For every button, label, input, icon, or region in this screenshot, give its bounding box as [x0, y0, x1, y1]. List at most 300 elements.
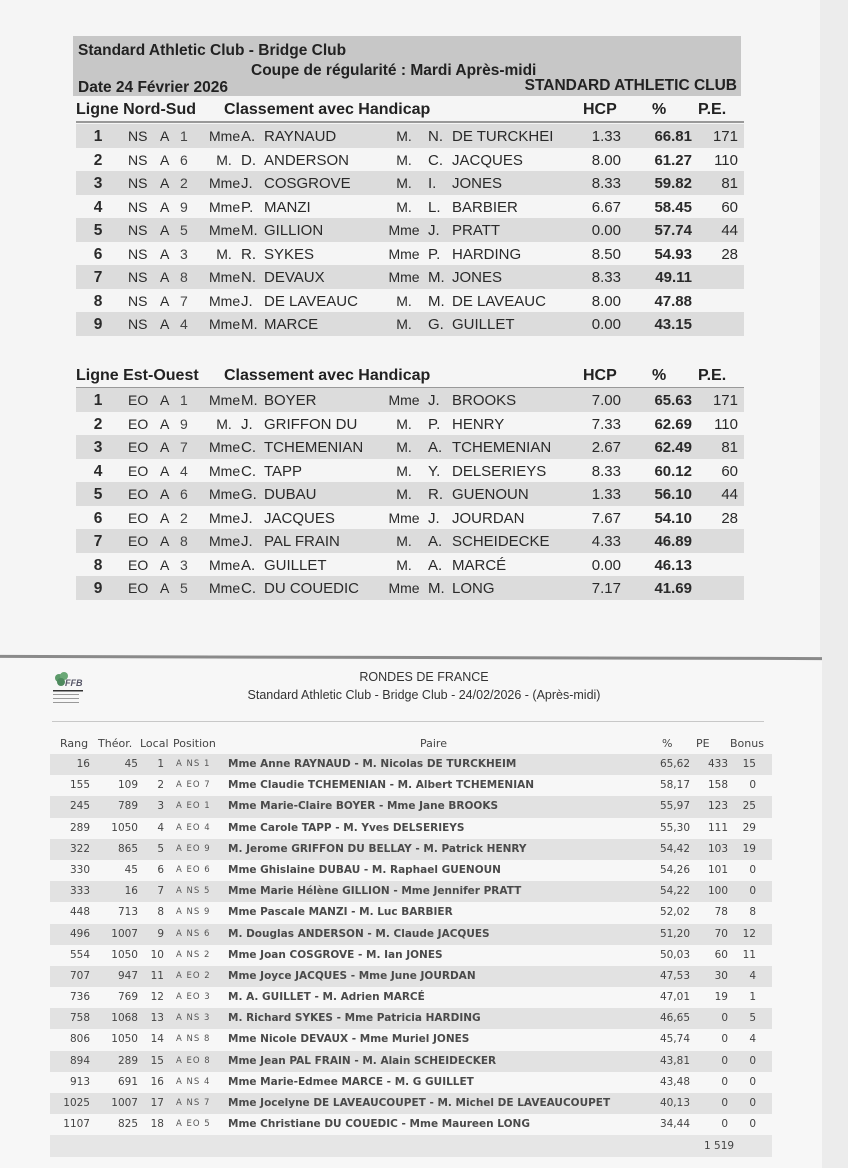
bonus: 0	[749, 863, 756, 876]
table-section: A	[160, 580, 170, 596]
player2-name: JONES	[452, 269, 503, 286]
line: NS	[128, 222, 148, 238]
percentage: 54.10	[654, 509, 692, 527]
handicap: 1.33	[591, 486, 621, 503]
player2-title: Mme	[388, 269, 420, 285]
player2-title: M.	[396, 486, 412, 502]
player2-initial: M.	[428, 580, 445, 597]
player2-title: M.	[396, 316, 412, 332]
player1-initial: A.	[241, 556, 256, 574]
result-row	[76, 218, 744, 242]
result-row	[76, 124, 744, 148]
percentage: 66.81	[654, 128, 692, 145]
pe-points: 433	[707, 758, 728, 770]
theor: 825	[117, 1118, 138, 1131]
table-section: A	[160, 198, 170, 215]
local-rank: 9	[157, 927, 164, 940]
percentage: 50,03	[659, 948, 690, 961]
pair-number: 7	[180, 292, 188, 309]
player1-title: Mme	[209, 486, 241, 502]
player1-name: GRIFFON DU	[264, 415, 358, 433]
position: A EO 8	[176, 1055, 211, 1066]
player1-title: M.	[216, 415, 232, 432]
position: A EO 7	[176, 780, 211, 791]
player1-initial: P.	[241, 198, 254, 216]
rondes-row	[50, 902, 772, 923]
club-name-upper: STANDARD ATHLETIC CLUB	[524, 77, 737, 94]
player2-name: HENRY	[452, 415, 505, 433]
player2-initial: C.	[428, 151, 443, 169]
local-rank: 18	[150, 1118, 164, 1131]
pe-points: 28	[721, 509, 738, 527]
rondes-title: RONDES DE FRANCE	[359, 670, 489, 684]
player1-initial: N.	[241, 269, 256, 286]
rondes-row	[50, 1072, 772, 1093]
player2-name: HARDING	[452, 245, 522, 263]
pair-names: Mme Joyce JACQUES - Mme June JOURDAN	[228, 969, 476, 982]
position: A EO 6	[176, 864, 211, 875]
player2-title: M.	[396, 533, 412, 549]
rondes-row	[50, 839, 772, 860]
rang: 806	[69, 1033, 90, 1046]
position: A EO 1	[176, 801, 211, 812]
handicap: 7.67	[591, 509, 621, 527]
line: EO	[128, 533, 149, 549]
player2-initial: P.	[428, 415, 441, 433]
line: NS	[128, 151, 148, 168]
result-row	[76, 412, 744, 436]
player1-initial: J.	[241, 509, 253, 527]
ns-col-hcp: HCP	[583, 101, 617, 118]
player2-initial: A.	[428, 439, 443, 456]
pair-names: Mme Christiane DU COUEDIC - Mme Maureen LONG	[228, 1118, 530, 1131]
player1-name: GUILLET	[264, 556, 327, 574]
pe-points: 60	[714, 948, 728, 961]
percentage: 45,74	[659, 1033, 690, 1046]
rang: 448	[69, 906, 90, 919]
player2-initial: N.	[428, 128, 443, 145]
position: A EO 3	[176, 992, 211, 1003]
pair-names: Mme Pascale MANZI - M. Luc BARBIER	[228, 906, 453, 919]
pair-names: M. Richard SYKES - Mme Patricia HARDING	[228, 1012, 481, 1025]
pe-points: 44	[721, 486, 738, 503]
handicap: 8.00	[591, 292, 621, 310]
result-row	[76, 312, 744, 336]
player2-name: JACQUES	[452, 151, 523, 169]
rang: 155	[69, 779, 90, 792]
line: EO	[128, 509, 149, 526]
bonus: 0	[749, 1054, 756, 1067]
position: A EO 2	[176, 970, 211, 981]
handicap: 2.67	[591, 439, 621, 456]
rang: 289	[69, 821, 90, 834]
theor: 16	[124, 885, 138, 898]
position: A NS 5	[176, 886, 211, 897]
player2-initial: Y.	[428, 462, 441, 480]
player2-title: Mme	[388, 392, 420, 408]
theor: 713	[117, 906, 138, 919]
rondes-row	[50, 1051, 772, 1072]
player1-title: Mme	[209, 292, 241, 309]
pe-points: 110	[714, 415, 738, 433]
result-row	[76, 506, 744, 530]
table-section: A	[160, 316, 170, 332]
bonus: 0	[749, 779, 756, 792]
pair-names: M. Jerome GRIFFON DU BELLAY - M. Patrick HENRY	[228, 842, 527, 855]
line: EO	[128, 462, 149, 479]
percentage: 59.82	[654, 175, 692, 192]
local-rank: 2	[157, 779, 164, 792]
player2-initial: I.	[428, 175, 437, 192]
theor: 691	[117, 1075, 138, 1088]
player2-title: M.	[396, 198, 412, 215]
theor: 45	[124, 758, 138, 770]
player1-initial: G.	[241, 486, 257, 503]
player1-title: Mme	[209, 175, 241, 191]
ns-col-pct: %	[652, 101, 667, 118]
table-section: A	[160, 439, 170, 455]
ns-subtitle: Classement avec Handicap	[224, 101, 431, 118]
local-rank: 10	[150, 948, 164, 961]
ns-title: Ligne Nord-Sud	[76, 101, 196, 118]
rank: 3	[93, 439, 103, 456]
player2-title: Mme	[388, 222, 420, 238]
rondes-row	[50, 924, 772, 945]
pe-points: 19	[714, 991, 728, 1004]
player1-title: Mme	[209, 509, 241, 526]
percentage: 34,44	[659, 1118, 690, 1131]
rondes-row	[50, 860, 772, 881]
percentage: 52,02	[659, 906, 690, 919]
local-rank: 5	[157, 842, 164, 855]
local-rank: 6	[157, 863, 164, 876]
player1-name: DUBAU	[264, 486, 317, 503]
pe-points: 100	[707, 885, 728, 898]
pair-names: Mme Ghislaine DUBAU - M. Raphael GUENOUN	[228, 863, 501, 876]
eo-col-pct: %	[652, 367, 667, 384]
table-section: A	[160, 392, 170, 408]
result-row	[76, 265, 744, 289]
pe-points: 0	[721, 1075, 728, 1088]
player1-name: TCHEMENIAN	[264, 439, 364, 456]
pe-points: 0	[721, 1097, 728, 1109]
table-section: A	[160, 509, 170, 526]
player1-initial: C.	[241, 439, 256, 456]
pe-points: 60	[721, 198, 738, 216]
pe-points: 171	[712, 392, 738, 409]
position: A NS 8	[176, 1034, 211, 1045]
pe-points: 110	[714, 151, 738, 169]
pe-points: 44	[721, 222, 738, 239]
local-rank: 16	[150, 1075, 164, 1088]
player1-initial: J.	[241, 533, 253, 550]
table-section: A	[160, 222, 170, 238]
player2-title: M.	[396, 439, 412, 455]
player1-title: Mme	[209, 392, 241, 408]
pair-names: Mme Jean PAL FRAIN - M. Alain SCHEIDECKER	[228, 1054, 497, 1067]
pair-number: 3	[180, 556, 188, 573]
player1-title: Mme	[209, 269, 241, 285]
line: NS	[128, 269, 148, 285]
percentage: 55,97	[659, 800, 690, 813]
player2-title: M.	[396, 128, 412, 144]
rank: 2	[93, 415, 103, 433]
eo-title: Ligne Est-Ouest	[76, 367, 199, 384]
table-section: A	[160, 486, 170, 502]
scan-edge	[820, 0, 848, 1168]
bonus: 0	[749, 1097, 756, 1109]
player1-initial: R.	[241, 245, 256, 263]
player1-title: Mme	[209, 533, 241, 549]
pe-points: 0	[721, 1118, 728, 1131]
player1-name: COSGROVE	[264, 175, 351, 192]
player1-name: GILLION	[264, 222, 324, 239]
player2-name: SCHEIDECKE	[452, 533, 550, 550]
pe-points: 171	[712, 128, 738, 145]
player2-initial: J.	[428, 509, 440, 527]
pair-number: 2	[180, 175, 188, 191]
handicap: 7.33	[591, 415, 621, 433]
pair-names: Mme Anne RAYNAUD - M. Nicolas DE TURCKHEIM	[228, 758, 517, 770]
player1-name: DU COUEDIC	[264, 580, 360, 597]
player1-title: M.	[216, 151, 232, 168]
table-section: A	[160, 269, 170, 285]
table-section: A	[160, 533, 170, 549]
result-row	[76, 242, 744, 266]
percentage: 49.11	[655, 269, 692, 286]
result-row	[76, 435, 744, 459]
rank: 6	[93, 245, 103, 263]
rondes-results-table	[50, 754, 772, 1157]
player1-initial: M.	[241, 222, 258, 239]
line: NS	[128, 316, 148, 332]
rank: 8	[93, 292, 103, 310]
player2-initial: J.	[428, 392, 440, 409]
player1-name: SYKES	[264, 245, 315, 263]
pair-number: 8	[180, 269, 188, 285]
table-section: A	[160, 556, 170, 573]
rondes-total-row	[50, 1135, 772, 1157]
player1-name: MARCE	[264, 316, 319, 333]
result-row	[76, 171, 744, 195]
bonus: 12	[742, 927, 756, 940]
local-rank: 1	[157, 758, 164, 770]
bonus: 11	[742, 948, 756, 961]
percentage: 54,42	[659, 842, 690, 855]
theor: 109	[117, 779, 138, 792]
pair-number: 6	[180, 151, 188, 168]
pair-names: Mme Marie Hélène GILLION - Mme Jennifer PRATT	[228, 885, 522, 898]
result-row	[76, 459, 744, 483]
pe-points: 28	[721, 245, 738, 263]
rondes-row	[50, 1008, 772, 1029]
handicap: 8.00	[591, 151, 621, 169]
theor: 769	[117, 991, 138, 1004]
handicap: 8.33	[591, 175, 621, 192]
local-rank: 8	[157, 906, 164, 919]
player1-title: Mme	[209, 198, 241, 215]
player1-initial: C.	[241, 580, 256, 597]
col-local: Local	[140, 737, 169, 750]
player2-initial: A.	[428, 533, 443, 550]
rank: 4	[93, 198, 103, 216]
player1-initial: A.	[241, 128, 256, 145]
rang: 245	[69, 800, 90, 813]
rang: 554	[69, 948, 90, 961]
result-row	[76, 482, 744, 506]
bonus: 29	[742, 821, 756, 834]
pe-points: 123	[707, 800, 728, 813]
handicap: 7.17	[591, 580, 621, 597]
player1-title: M.	[216, 245, 232, 262]
percentage: 51,20	[659, 927, 690, 940]
rank: 1	[93, 392, 103, 409]
rank: 2	[93, 151, 103, 169]
pe-points: 81	[721, 439, 738, 456]
rank: 7	[93, 269, 103, 286]
local-rank: 13	[150, 1012, 164, 1025]
player2-initial: A.	[428, 556, 443, 574]
local-rank: 4	[157, 821, 164, 834]
theor: 1068	[111, 1012, 138, 1025]
rondes-row	[50, 1029, 772, 1050]
rank: 5	[93, 486, 103, 503]
table-section: A	[160, 462, 170, 479]
handicap: 6.67	[591, 198, 621, 216]
percentage: 62.69	[654, 415, 692, 433]
pair-names: Mme Marie-Edmee MARCE - M. G GUILLET	[228, 1075, 474, 1088]
player2-initial: L.	[428, 198, 441, 216]
result-row	[76, 576, 744, 600]
line: EO	[128, 486, 149, 502]
player1-name: RAYNAUD	[264, 128, 337, 145]
competition-title: Coupe de régularité : Mardi Après-midi	[251, 62, 537, 79]
player1-title: Mme	[209, 128, 241, 144]
table-section: A	[160, 245, 170, 262]
percentage: 46.89	[654, 533, 692, 550]
rang: 330	[69, 863, 90, 876]
percentage: 54,22	[659, 885, 690, 898]
player2-name: PRATT	[452, 222, 501, 239]
position: A EO 9	[176, 843, 211, 854]
pe-points: 158	[707, 779, 728, 792]
col-paire: Paire	[420, 737, 447, 750]
ns-section-header	[76, 99, 744, 121]
rang: 758	[69, 1012, 90, 1025]
rank: 5	[93, 222, 103, 239]
bonus: 0	[749, 1075, 756, 1088]
player2-name: LONG	[452, 580, 495, 597]
col-theor: Théor.	[98, 737, 133, 750]
player2-initial: M.	[428, 269, 445, 286]
pe-points: 103	[707, 842, 728, 855]
theor: 289	[117, 1054, 138, 1067]
result-row	[76, 195, 744, 219]
player2-title: Mme	[388, 245, 420, 262]
player2-title: Mme	[388, 580, 420, 596]
pair-names: M. Douglas ANDERSON - M. Claude JACQUES	[228, 927, 490, 940]
theor: 1050	[111, 1033, 138, 1046]
line: NS	[128, 292, 148, 309]
player2-name: JOURDAN	[452, 509, 525, 527]
percentage: 46.13	[654, 556, 692, 574]
pair-number: 4	[180, 316, 188, 332]
position: A EO 4	[176, 822, 211, 833]
bonus: 1	[749, 991, 756, 1004]
rondes-row	[50, 754, 772, 775]
bonus: 0	[749, 885, 756, 898]
percentage: 47,53	[659, 969, 690, 982]
eo-section-header	[76, 365, 744, 387]
percentage: 40,13	[659, 1097, 690, 1109]
local-rank: 3	[157, 800, 164, 813]
rank: 9	[93, 316, 103, 333]
percentage: 60.12	[654, 462, 692, 480]
percentage: 56.10	[654, 486, 692, 503]
theor: 1007	[111, 927, 138, 940]
player1-title: Mme	[209, 556, 241, 573]
player2-name: BROOKS	[452, 392, 517, 409]
player1-name: ANDERSON	[264, 151, 350, 169]
theor: 1050	[111, 948, 138, 961]
player2-title: M.	[396, 415, 412, 432]
pe-points: 101	[707, 863, 728, 876]
player2-initial: P.	[428, 245, 441, 263]
position: A EO 5	[176, 1119, 211, 1130]
theor: 865	[117, 842, 138, 855]
handicap: 0.00	[591, 556, 621, 574]
player2-title: M.	[396, 151, 412, 168]
player1-name: BOYER	[264, 392, 317, 409]
line: NS	[128, 175, 148, 191]
player2-name: DE TURCKHEI	[452, 128, 554, 145]
pair-names: M. A. GUILLET - M. Adrien MARCÉ	[228, 991, 425, 1004]
table-section: A	[160, 151, 170, 168]
theor: 789	[117, 800, 138, 813]
event-date: Date 24 Février 2026	[78, 79, 228, 96]
line: EO	[128, 556, 149, 573]
result-row	[76, 553, 744, 577]
rank: 6	[93, 509, 103, 527]
pair-number: 4	[180, 462, 188, 479]
bonus: 19	[742, 842, 756, 855]
pair-number: 5	[180, 222, 188, 238]
pair-number: 8	[180, 533, 188, 549]
pair-number: 3	[180, 245, 188, 262]
bonus: 25	[742, 800, 756, 813]
rondes-row	[50, 945, 772, 966]
rang: 894	[69, 1054, 90, 1067]
rang: 322	[69, 842, 90, 855]
position: A NS 6	[176, 928, 211, 939]
rank: 4	[93, 462, 103, 480]
theor: 947	[117, 969, 138, 982]
handicap: 0.00	[591, 222, 621, 239]
col-pct: %	[662, 737, 673, 750]
player2-name: GUILLET	[452, 316, 515, 333]
position: A NS 9	[176, 907, 211, 918]
player1-title: Mme	[209, 439, 241, 455]
rang: 1025	[63, 1097, 90, 1109]
bonus: 15	[742, 758, 756, 770]
player2-initial: G.	[428, 316, 444, 333]
player1-initial: C.	[241, 462, 256, 480]
handicap: 8.33	[591, 269, 621, 286]
player2-initial: J.	[428, 222, 440, 239]
line: EO	[128, 392, 149, 408]
pair-number: 9	[180, 198, 188, 215]
theor: 45	[124, 863, 138, 876]
